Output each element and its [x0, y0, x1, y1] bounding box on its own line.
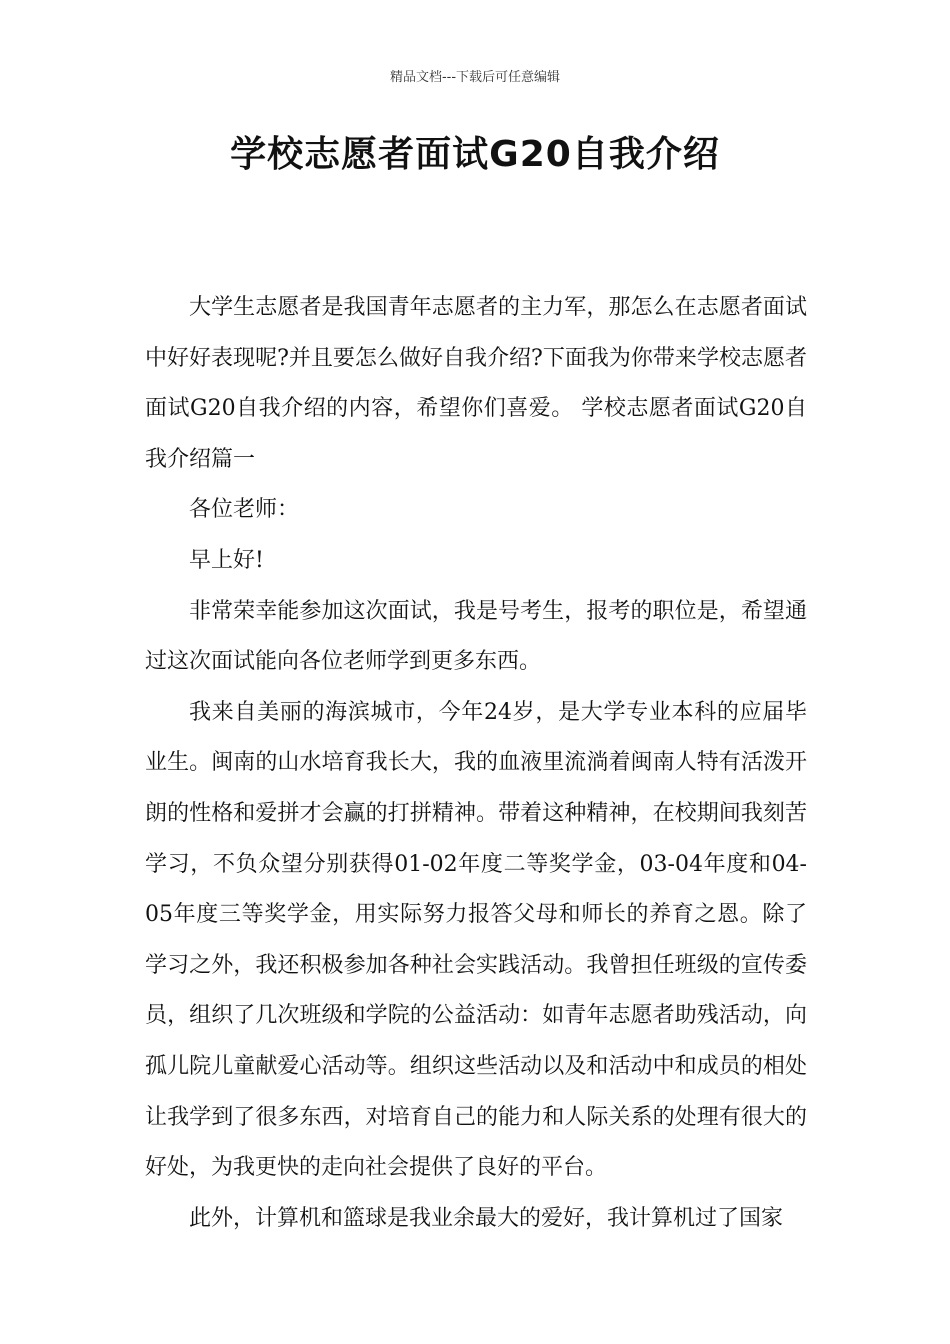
- paragraph-hobbies: 此外，计算机和篮球是我业余最大的爱好，我计算机过了国家: [189, 1205, 784, 1231]
- document-body: [145, 283, 807, 1244]
- paragraph-greeting-teachers: 各位老师：: [189, 497, 300, 523]
- document-title: 学校志愿者面试G20自我介绍: [230, 134, 720, 175]
- paragraph-background: 我来自美丽的海滨城市，今年24岁，是大学专业本科的应届毕业生。闽南的山水培育我长大，我的血液里流淌着闽南人特有活泼开朗的性格和爱拼才会赢的打拼精神。带着这种精神，在校期间我刻苦学习，不负众望分别获得01-02年度二等奖学金，03-04年度和04-05年度三等奖学金，用实际努力报答父母和师长的养育之恩。除了学习之外，我还积极参加各种社会实践活动。我曾担任班级的宣传委员，组织了几次班级和学院的公益活动：如青年志愿者助残活动，向孤儿院儿童献爱心活动等。组织这些活动以及和活动中和成员的相处让我学到了很多东西，对培育自己的能力和人际关系的处理有很大的好处，为我更快的走向社会提供了良好的平台。: [145, 699, 807, 1181]
- paragraph-good-morning: 早上好!: [189, 547, 264, 573]
- header-note: 精品文档---下载后可任意编辑: [389, 70, 561, 85]
- paragraph-honored: 非常荣幸能参加这次面试，我是号考生，报考的职位是，希望通过这次面试能向各位老师学到更多东西。: [145, 598, 807, 675]
- paragraph-intro: 大学生志愿者是我国青年志愿者的主力军，那怎么在志愿者面试中好好表现呢?并且要怎么做好自我介绍?下面我为你带来学校志愿者面试G20自我介绍的内容，希望你们喜爱。 学校志愿者面试G20自我介绍篇一: [145, 295, 807, 472]
